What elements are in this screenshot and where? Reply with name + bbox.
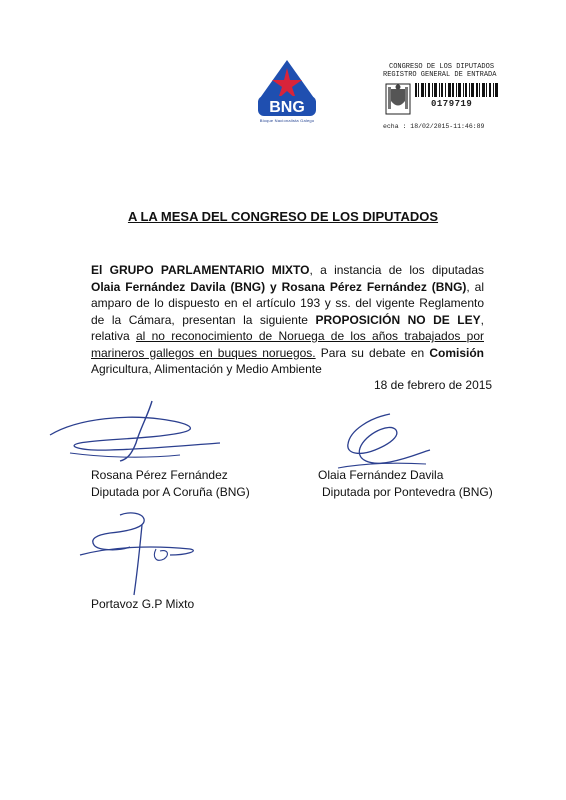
document-date: 18 de febrero de 2015 xyxy=(374,378,493,392)
body-text-4: Para su debate en xyxy=(315,345,430,360)
document-heading: A LA MESA DEL CONGRESO DE LOS DIPUTADOS xyxy=(127,209,439,224)
body-text-2: , al amparo de lo dispuesto en el artículo 193 y ss. del vigente Reglamento de la Cámara, presentan la siguiente xyxy=(91,279,484,327)
signatory-right-role: Diputada por Pontevedra (BNG) xyxy=(322,485,493,499)
signatory-left-role: Diputada por A Coruña (BNG) xyxy=(91,485,250,499)
barcode-icon xyxy=(415,83,499,97)
commission-label: Comisión xyxy=(429,345,484,360)
body-text-1: , a instancia de los diputadas xyxy=(309,263,485,277)
signatory-left-name: Rosana Pérez Fernández xyxy=(91,468,228,482)
stamp-title: CONGRESO DE LOS DIPUTADOS xyxy=(389,63,495,71)
proposal-subject: al no reconocimiento de Noruega de los años trabajados por marineros gallegos en buques noruegos. xyxy=(91,329,484,360)
deputies-names: Olaia Fernández Davila (BNG) y Rosana Pérez Fernández (BNG) xyxy=(91,279,467,294)
signature-spokesperson xyxy=(60,505,210,605)
logo-text: BNG xyxy=(269,99,305,116)
signatory-right-name: Olaia Fernández Davila xyxy=(318,468,444,482)
stamp-subtitle: REGISTRO GENERAL DE ENTRADA xyxy=(383,71,497,79)
signature-rosana xyxy=(40,395,230,470)
proposal-type: PROPOSICIÓN NO DE LEY xyxy=(315,312,481,327)
spokesperson-role: Portavoz G.P Mixto xyxy=(91,597,195,611)
registry-date: echa : 18/02/2015-11:46:89 xyxy=(383,123,485,130)
coat-of-arms-icon xyxy=(385,83,411,115)
body-text-3: , relativa xyxy=(91,312,484,343)
group-name: El GRUPO PARLAMENTARIO MIXTO xyxy=(91,263,310,277)
commission-name: Agricultura, Alimentación y Medio Ambiente xyxy=(91,362,322,376)
registry-stamp xyxy=(383,63,503,135)
body-paragraph xyxy=(91,262,484,378)
registry-number: 0179719 xyxy=(431,99,473,109)
logo-caption: Bloque Nacionalista Galego xyxy=(259,118,315,123)
